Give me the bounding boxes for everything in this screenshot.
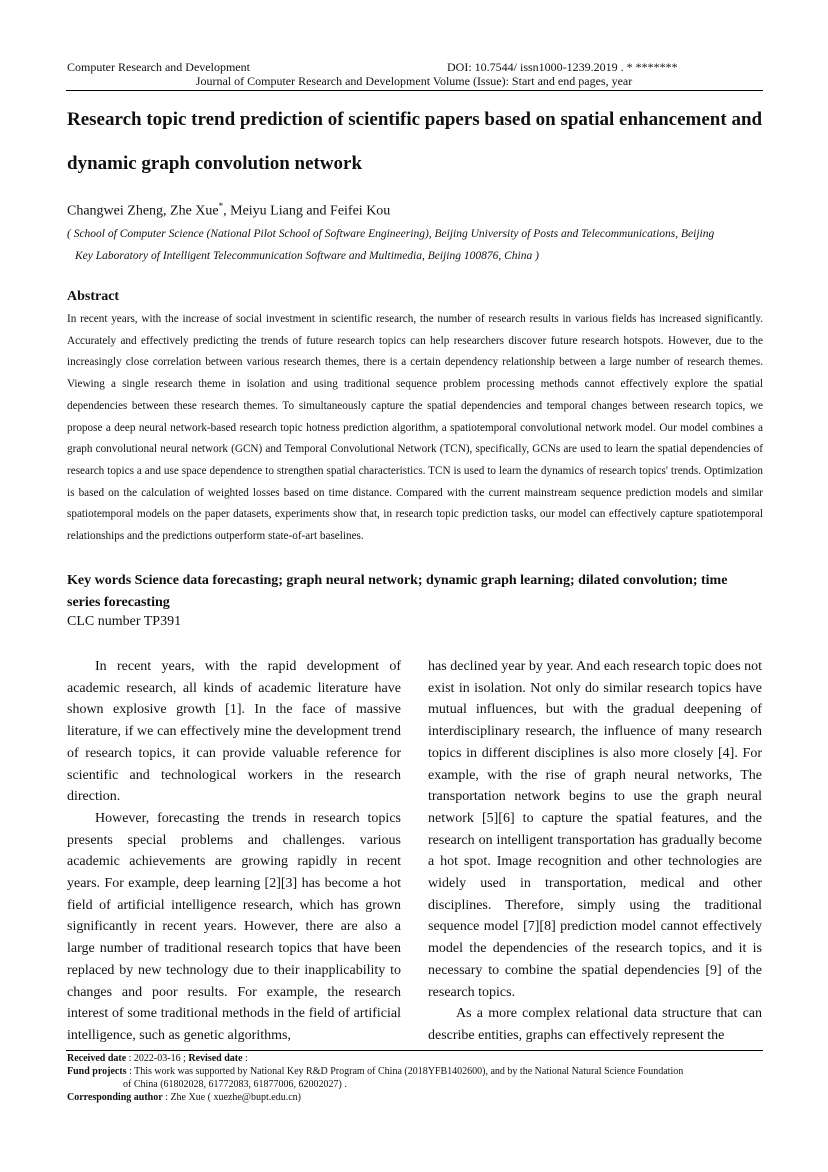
fund-label: Fund projects — [67, 1066, 127, 1077]
corresponding-value: : Zhe Xue ( xuezhe@bupt.edu.cn) — [162, 1092, 301, 1103]
footnote-dates — [67, 1052, 767, 1065]
abstract-heading: Abstract — [67, 289, 120, 304]
running-header-volume: Journal of Computer Research and Development Volume (Issue): Start and end pages, year — [195, 74, 633, 88]
footnote-corresponding — [67, 1091, 767, 1104]
footnotes — [67, 1052, 767, 1104]
paper-title: Research topic trend prediction of scientific papers based on spatial enhancement and dynamic graph convolution network — [67, 109, 763, 174]
running-header-journal: Computer Research and Development — [67, 60, 250, 74]
clc-number: CLC number TP391 — [67, 614, 182, 629]
authors-rest: , Meiyu Liang and Feifei Kou — [223, 203, 391, 219]
body-column-left — [67, 656, 401, 1047]
corresponding-mark: * — [218, 201, 224, 211]
abstract-text: In recent years, with the increase of social investment in scientific research, the number of research results in various fields has increased significantly. Accurately and effectively predicting the trends of future research topics can help researchers discover future research hotspots. However, due to the increasingly close correlation between various research themes, there is a certain dependency relationship between a large number of research themes. Viewing a single research theme in isolation and using traditional sequence problem processing methods cannot effectively explore the spatial dependencies between these research themes. To simultaneously capture the spatial dependencies and temporal changes between research topics, we propose a deep neural network-based research topic hotness prediction algorithm, a spatiotemporal convolutional network model. Our model combines a graph convolutional neural network (GCN) and Temporal Convolutional Network (TCN), specifically, GCNs are used to learn the spatial dependencies of research topics a and use space dependence to strengthen spatial characteristics. TCN is used to learn the dynamics of research topics' trends. Optimization is based on the calculation of weighted losses based on time distance. Compared with the current mainstream sequence prediction models and similar spatiotemporal models on the paper datasets, experiments show that, in research topic prediction tasks, our model can effectively capture spatiotemporal relationships and the predictions outperform state-of-art baselines. — [67, 313, 763, 543]
body-paragraph: has declined year by year. And each research topic does not exist in isolation. Not only do similar research topics have mutual influences, but with the gradual deepening of interdisciplinary research, the influence of many research topics in different disciplines is also more closely [4]. For example, with the rise of graph neural networks, The transportation network begins to use the graph neural network [5][6] to capture the spatial features, and the research on intelligent transportation has gradually become a hot spot. Image recognition and other technologies are widely used in transportation, medical and other disciplines. Therefore, simply using the traditional sequence model [7][8] prediction model cannot effectively model the dependencies of the research topics, and it is necessary to combine the spatial dependencies [9] of the research topics. — [428, 659, 762, 1000]
received-value: : 2022-03-16 ; — [126, 1053, 189, 1064]
running-header-doi: DOI: 10.7544/ issn1000-1239.2019 . * ******* — [447, 60, 678, 74]
revised-label: Revised date — [188, 1053, 243, 1064]
body-paragraph: In recent years, with the rapid development of academic research, all kinds of academic literature have shown explosive growth [1]. In the face of massive literature, if we can effectively mine the development trend of research topics, it can provide valuable reference for scientific and technological workers in the research direction. — [67, 659, 401, 805]
affiliation — [67, 223, 763, 267]
keywords: Key words Science data forecasting; graph neural network; dynamic graph learning; dilated convolution; time series forecasting — [67, 573, 728, 610]
fund-line-2: of China (61802028, 61772083, 61877006, 62002027) . — [123, 1079, 347, 1090]
affiliation-line-2: Key Laboratory of Intelligent Telecommunication Software and Multimedia, Beijing 100876, China ) — [75, 250, 539, 262]
body-column-right — [428, 656, 762, 1047]
corresponding-label: Corresponding author — [67, 1092, 163, 1103]
received-label: Received date — [67, 1053, 127, 1064]
footnote-divider — [66, 1050, 763, 1051]
fund-line-1: : This work was supported by National Key R&D Program of China (2018YFB1402600), and by the National Natural Science Foundation — [126, 1066, 684, 1077]
body-paragraph: As a more complex relational data structure that can describe entities, graphs can effectively represent the — [428, 1006, 762, 1043]
revised-value: : — [242, 1053, 248, 1064]
header-divider — [66, 90, 763, 91]
footnote-fund — [67, 1065, 767, 1091]
affiliation-line-1: ( School of Computer Science (National Pilot School of Software Engineering), Beijing University of Posts and Telecommunications, Beijing — [67, 228, 715, 240]
author-list — [67, 201, 390, 220]
authors-first: Changwei Zheng, Zhe Xue — [67, 203, 219, 219]
body-paragraph: However, forecasting the trends in research topics presents special problems and challenges. various academic achievements are growing rapidly in recent years. For example, deep learning [2][3] has become a hot field of artificial intelligence research, which has grown significantly in recent years. However, there are also a large number of traditional research topics that have been replaced by new technology due to their inapplicability to changes and poor results. For example, the research interest of some traditional methods in the field of artificial intelligence, such as genetic algorithms, — [67, 810, 401, 1043]
